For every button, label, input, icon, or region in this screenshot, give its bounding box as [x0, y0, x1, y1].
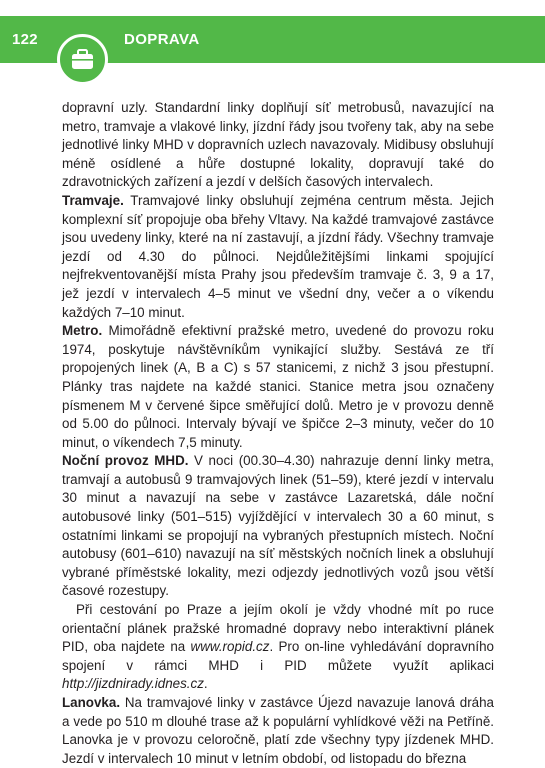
paragraph-text: Na tramvajové linky v zastávce Újezd navazuje lanová dráha a vede po 510 m dlouhé trase až k populární vyhlídkové věži na Petříně. Lanovka je v provozu celoročně, platí zde všechny typy jízdenek MHD. Jezdí v intervalech 10 minut v letním období, od listopadu do března	[62, 695, 494, 766]
paragraph-tramvaje	[62, 192, 494, 322]
paragraph-text: .	[203, 676, 208, 692]
suitcase-icon-badge	[57, 34, 108, 85]
paragraph-lanovka	[62, 694, 494, 768]
paragraph-orientace	[62, 601, 494, 694]
paragraph-text: . Pro on-line vyhledávání dopravního spojení v rámci MHD i PID můžete využít aplikaci	[62, 639, 494, 673]
top-strip	[0, 0, 545, 6]
paragraph-text: dopravní uzly. Standardní linky doplňují síť metrobusů, navazující na metro, tramvaje a vlakové linky, jízdní řády jsou tvořeny tak, aby na sebe jednotlivé linky MHD v dopravních uzlech navazovaly. Midibusy obsluhují méně osídlené a hůře dostupné lokality, dopravují také do zdravotnických zařízení a jezdí v delších časových intervalech.	[62, 100, 494, 190]
suitcase-icon	[71, 49, 94, 70]
body-text	[62, 99, 494, 768]
page-number: 122	[12, 31, 38, 48]
jizdnirady-link[interactable]: http://jizdnirady.idnes.cz	[62, 676, 204, 692]
paragraph-heading: Lanovka.	[62, 695, 121, 710]
paragraph-text: Tramvajové linky obsluhují zejména centrum města. Jejich komplexní síť propojuje oba břehy Vltavy. Na každé tramvajové zastávce jsou uvedeny linky, které na ní zastavují, a jízdní řády. Všechny tramvaje jezdí od 4.30 do půlnoci. Nejdůležitějšími linkami spojující nejfrekventovanější místa Prahy jsou především tramvaje č. 3, 9 a 17, jež jezdí v intervalech 4–5 minut ve všední dny, večer a o víkendu každých 7–10 minut.	[62, 192, 494, 320]
paragraph-nocni-provoz	[62, 452, 494, 601]
paragraph-intro	[62, 99, 494, 192]
ropid-link[interactable]: www.ropid.cz	[190, 639, 270, 655]
paragraph-text: Mimořádně efektivní pražské metro, uvedené do provozu roku 1974, poskytuje návštěvníkům vynikající služby. Sestává ze tří propojených linek (A, B a C) s 57 stanicemi, z nichž 3 jsou přestupní. Plánky tras najdete na každé stanici. Stanice metra jsou označeny písmenem M v červené šipce směřující dolů. Metro je v provozu denně od 5.00 do půlnoci. Intervaly bývají ve špičce 2–3 minuty, večer do 10 minut, o víkendech 7,5 minuty.	[62, 323, 494, 450]
section-title: DOPRAVA	[124, 31, 200, 48]
paragraph-heading: Metro.	[62, 323, 103, 339]
paragraph-heading: Tramvaje.	[62, 192, 124, 208]
paragraph-metro	[62, 322, 494, 452]
paragraph-heading: Noční provoz MHD.	[62, 453, 189, 469]
paragraph-text: Při cestování po Praze a jejím okolí je vždy vhodné mít po ruce orientační plánek pražské hromadné dopravy nebo interaktivní plánek PID, oba najdete na	[62, 602, 494, 655]
paragraph-text: V noci (00.30–4.30) nahrazuje denní linky metra, tramvají a autobusů 9 tramvajových linek (51–59), které jezdí v intervalu 30 minut a navazují na sebe v zastávce Lazaretská, dále noční autobusové linky (501–515) vyjíždějící v intervalech 30 a 60 minut, s ostatními linkami se propojují na vybraných přestupních místech. Noční autobusy (601–610) navazují na síť městských nočních linek a obsluhují vybrané příměstské lokality, mezi odjezdy jednotlivých vozů jsou větší časové rozestupy.	[62, 453, 494, 599]
